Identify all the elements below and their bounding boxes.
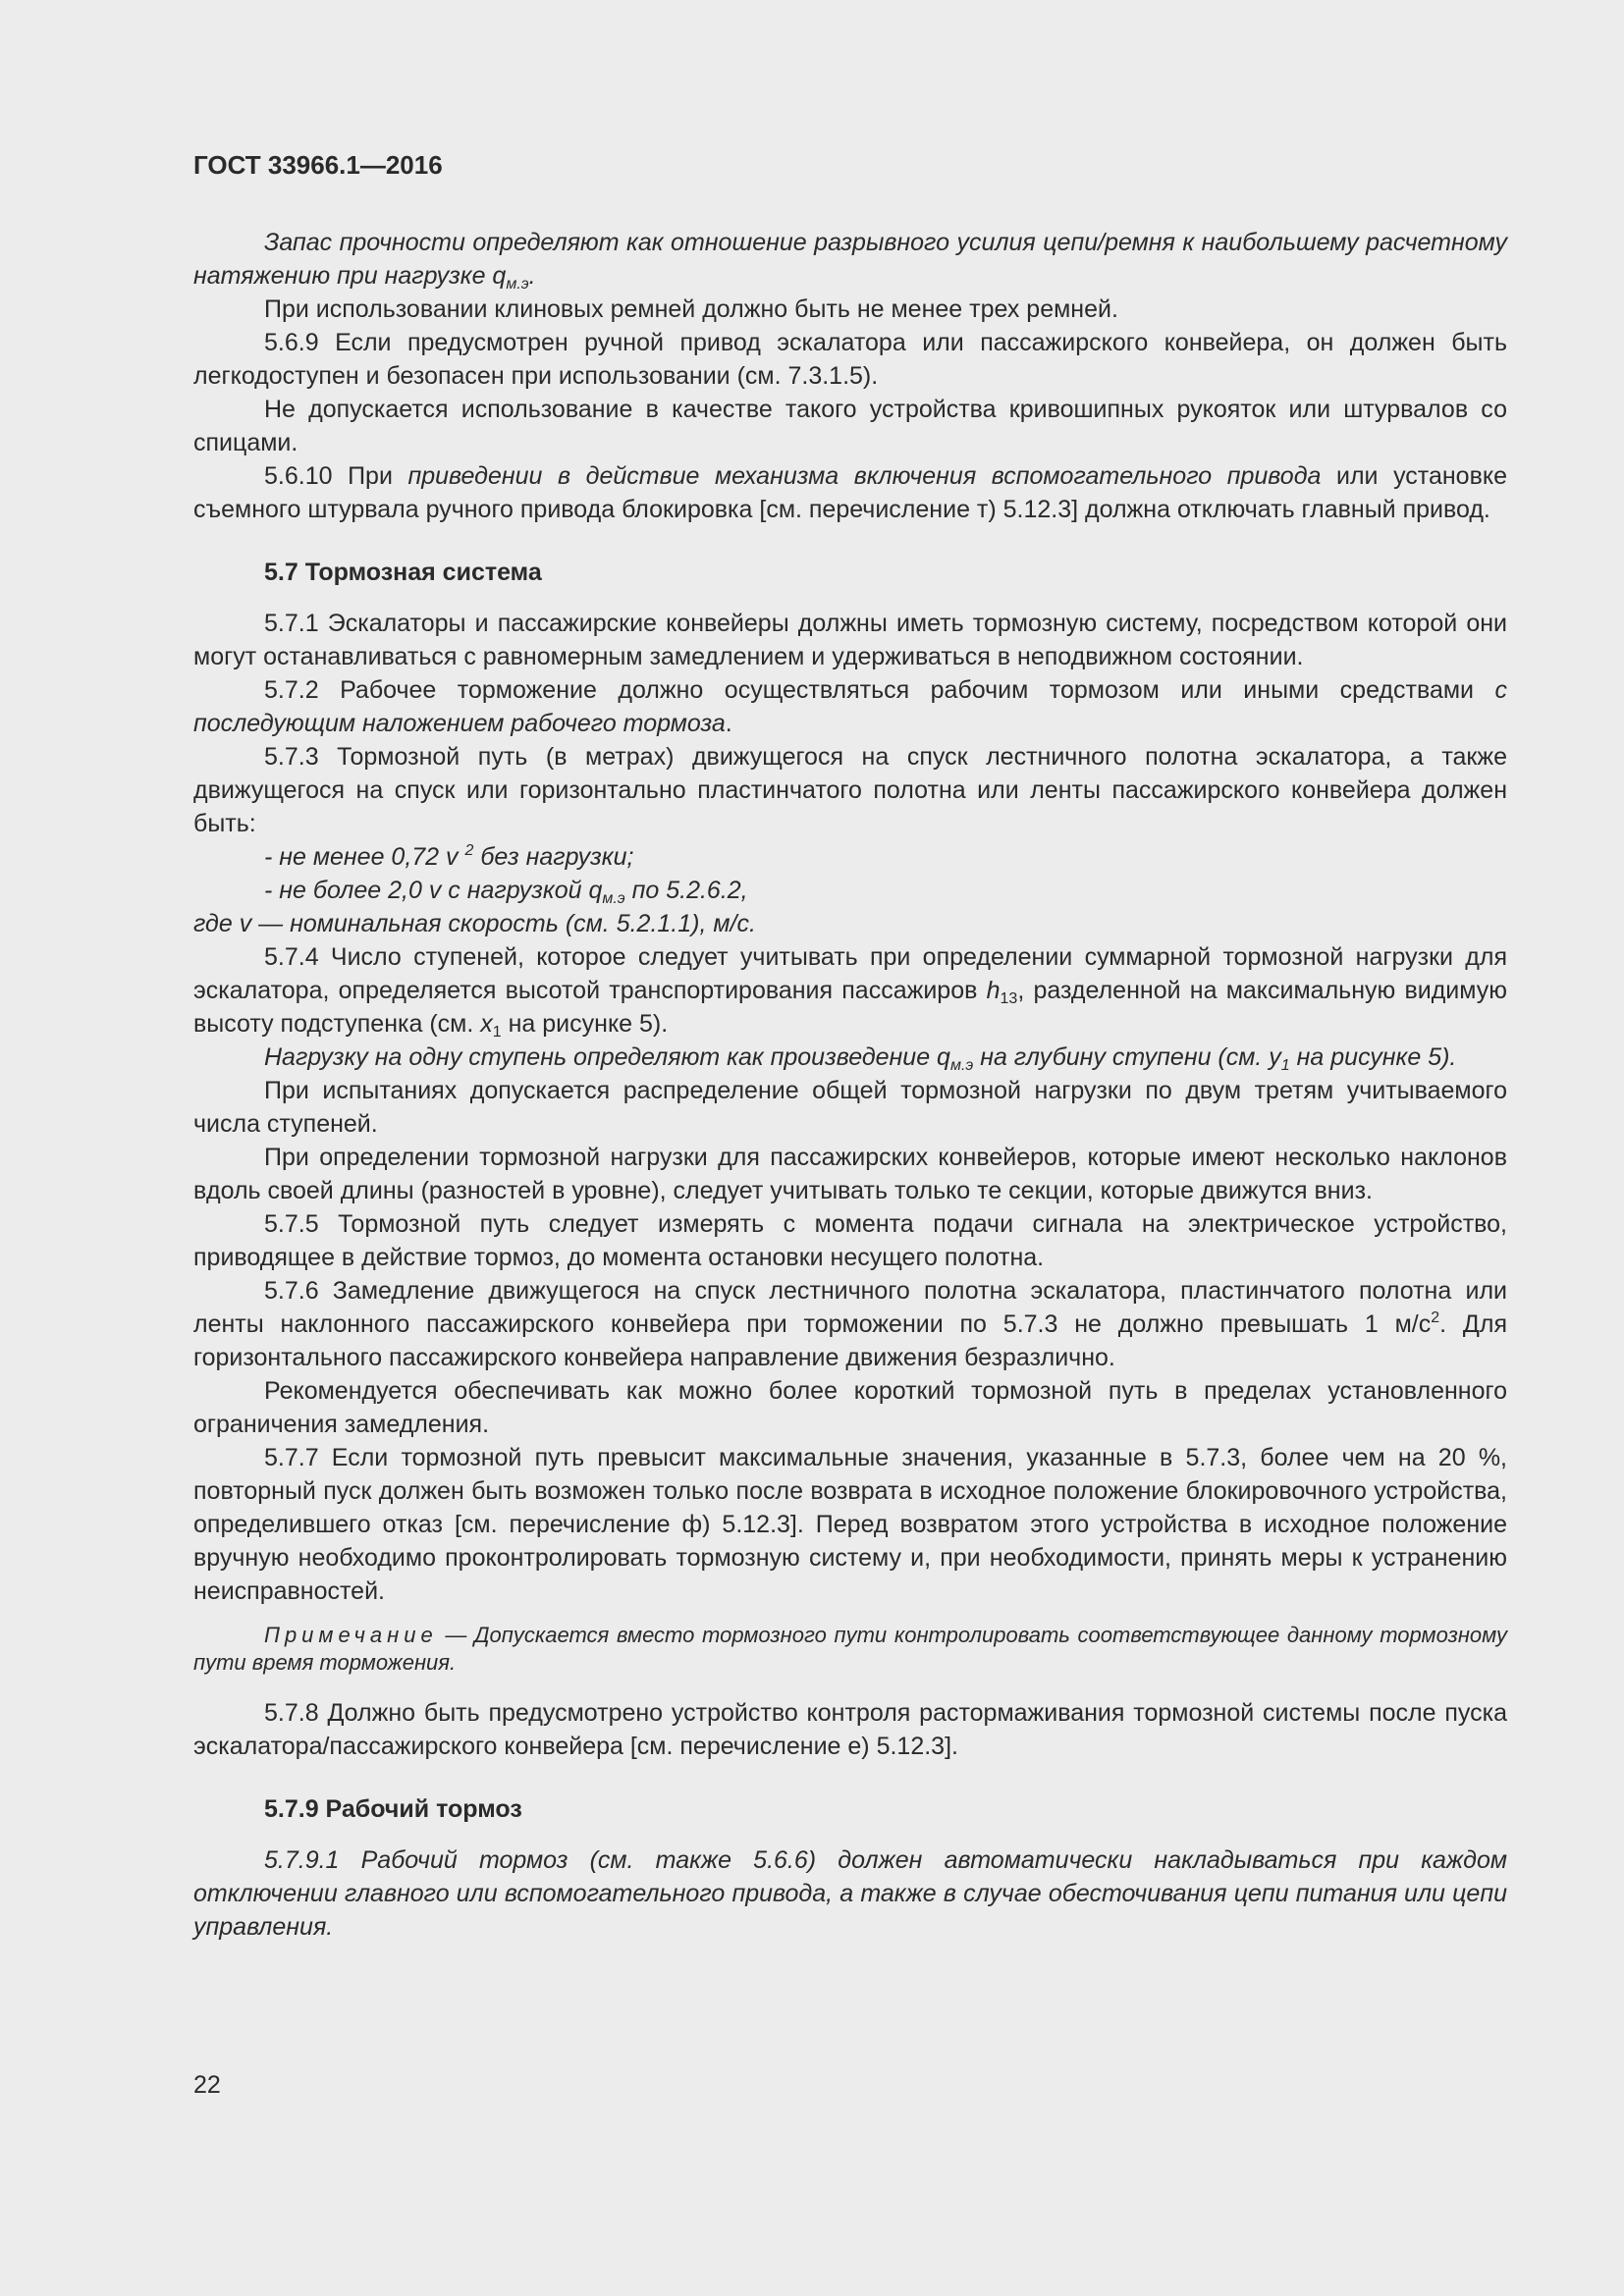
page-number: 22 bbox=[193, 2071, 221, 2099]
subscript: м.э bbox=[602, 890, 625, 907]
subscript: м.э bbox=[949, 1057, 974, 1074]
paragraph-5-7-3: 5.7.3 Тормозной путь (в метрах) движущегося на спуск лестничного полотна эскалатора, а также движущегося на спуск или горизонтально пластинчатого полотна или ленты пассажирского конвейера должен быть: bbox=[193, 743, 1507, 837]
paragraph-5-7-5: 5.7.5 Тормозной путь следует измерять с момента подачи сигнала на электрическое устройство, приводящее в действие тормоз, до момента остановки несущего полотна. bbox=[193, 1210, 1507, 1271]
italic-symbol: h bbox=[986, 977, 1001, 1004]
text: Запас прочности определяют как отношение разрывного усилия цепи/ремня к наибольшему расчетному натяжению при нагрузке q bbox=[193, 229, 1507, 290]
text: . bbox=[725, 710, 732, 737]
paragraph-conveyor-load: При определении тормозной нагрузки для пассажирских конвейеров, которые имеют несколько наклонов вдоль своей длины (разностей в уровне), следует учитывать только те секции, которые движутся вниз. bbox=[193, 1144, 1507, 1204]
text: , разделенной на максимальную видимую высоту подступенка (см. bbox=[193, 977, 1507, 1038]
paragraph-cranks: Не допускается использование в качестве такого устройства кривошипных рукояток или штурвалов со спицами. bbox=[193, 396, 1507, 456]
paragraph-5-7-2 bbox=[193, 673, 1507, 740]
note-text: — Допускается вместо тормозного пути контролировать соответствующее данному тормозному пути время торможения. bbox=[193, 1623, 1507, 1675]
paragraph-5-7-1: 5.7.1 Эскалаторы и пассажирские конвейеры должны иметь тормозную систему, посредством которой они могут останавливаться с равномерным замедлением и удерживаться в неподвижном состоянии. bbox=[193, 610, 1507, 670]
paragraph-step-load bbox=[193, 1041, 1507, 1074]
text: 5.7.2 Рабочее торможение должно осуществляться рабочим тормозом или иными средствами bbox=[264, 676, 1495, 704]
superscript: 2 bbox=[464, 842, 474, 859]
paragraph-5-6-9: 5.6.9 Если предусмотрен ручной привод эскалатора или пассажирского конвейера, он должен быть легкодоступен и безопасен при использовании (см. 7.3.1.5). bbox=[193, 329, 1507, 390]
text: . Для горизонтального пассажирского конвейера направление движения безразлично. bbox=[193, 1310, 1507, 1371]
page-content bbox=[193, 149, 1507, 1944]
text: . bbox=[528, 262, 536, 290]
formula-line-min bbox=[193, 840, 1507, 874]
paragraph-5-7-9-1: 5.7.9.1 Рабочий тормоз (см. также 5.6.6) должен автоматически накладываться при каждом отключении главного или вспомогательного привода, а также в случае обесточивания цепи питания или цепи управления. bbox=[193, 1846, 1507, 1941]
paragraph-5-7-8: 5.7.8 Должно быть предусмотрено устройство контроля растормаживания тормозной системы после пуска эскалатора/пассажирского конвейера [см. перечисление е) 5.12.3]. bbox=[193, 1699, 1507, 1760]
text: на глубину ступени (см. y bbox=[973, 1043, 1281, 1071]
paragraph-5-6-10 bbox=[193, 459, 1507, 526]
paragraph-test-distribution: При испытаниях допускается распределение общей тормозной нагрузки по двум третям учитываемого числа ступеней. bbox=[193, 1077, 1507, 1138]
subscript: 13 bbox=[1000, 990, 1018, 1007]
text: - не более 2,0 v с нагрузкой q bbox=[264, 877, 603, 904]
text: 5.7.4 Число ступеней, которое следует учитывать при определении суммарной тормозной нагрузки для эскалатора, определяется высотой транспортирования пассажиров bbox=[193, 943, 1507, 1004]
text: по 5.2.6.2, bbox=[624, 877, 748, 904]
section-heading-5-7: 5.7 Тормозная система bbox=[264, 559, 542, 586]
subscript: 1 bbox=[492, 1024, 502, 1041]
text: 5.6.10 При bbox=[264, 462, 408, 490]
paragraph-5-7-6 bbox=[193, 1274, 1507, 1374]
italic-text: приведении в действие механизма включения вспомогательного привода bbox=[407, 462, 1322, 490]
paragraph-safety-margin bbox=[193, 226, 1507, 293]
text: Нагрузку на одну ступень определяют как произведение q bbox=[264, 1043, 950, 1071]
formula-line-max bbox=[193, 874, 1507, 907]
paragraph-5-7-4 bbox=[193, 940, 1507, 1041]
text: - не менее 0,72 v bbox=[264, 843, 465, 871]
paragraph-v-belts: При использовании клиновых ремней должно быть не менее трех ремней. bbox=[264, 295, 1118, 323]
note-label: Примечание bbox=[264, 1623, 438, 1647]
text: 5.7.6 Замедление движущегося на спуск лестничного полотна эскалатора, пластинчатого полотна или ленты наклонного пассажирского конвейера при торможении по 5.7.3 не должно превышать 1 м/с bbox=[193, 1277, 1507, 1338]
note bbox=[193, 1622, 1507, 1677]
text: или установке съемного штурвала ручного привода блокировка [см. перечисление т) 5.12.3] должна отключать главный привод. bbox=[193, 462, 1507, 523]
italic-text: с последующим наложением рабочего тормоза bbox=[193, 676, 1507, 737]
subscript: 1 bbox=[1280, 1057, 1290, 1074]
text: без нагрузки; bbox=[473, 843, 634, 871]
italic-symbol: x bbox=[480, 1010, 493, 1038]
section-heading-5-7-9: 5.7.9 Рабочий тормоз bbox=[264, 1795, 522, 1823]
paragraph-recommendation: Рекомендуется обеспечивать как можно более короткий тормозной путь в пределах установленного ограничения замедления. bbox=[193, 1377, 1507, 1438]
formula-where-line: где v — номинальная скорость (см. 5.2.1.1), м/с. bbox=[193, 910, 756, 937]
text: на рисунке 5). bbox=[1289, 1043, 1457, 1071]
document-header: ГОСТ 33966.1—2016 bbox=[193, 150, 443, 180]
paragraph-5-7-7: 5.7.7 Если тормозной путь превысит максимальные значения, указанные в 5.7.3, более чем на 20 %, повторный пуск должен быть возможен только после возврата в исходное положение блокировочного устройства, определившего отказ [см. перечисление ф) 5.12.3]. Перед возвратом этого устройства в исходное положение вручную необходимо проконтролировать тормозную систему и, при необходимости, принять меры к устранению неисправностей. bbox=[193, 1444, 1507, 1605]
text: на рисунке 5). bbox=[501, 1010, 669, 1038]
subscript: м.э bbox=[506, 276, 529, 293]
superscript: 2 bbox=[1431, 1309, 1440, 1326]
